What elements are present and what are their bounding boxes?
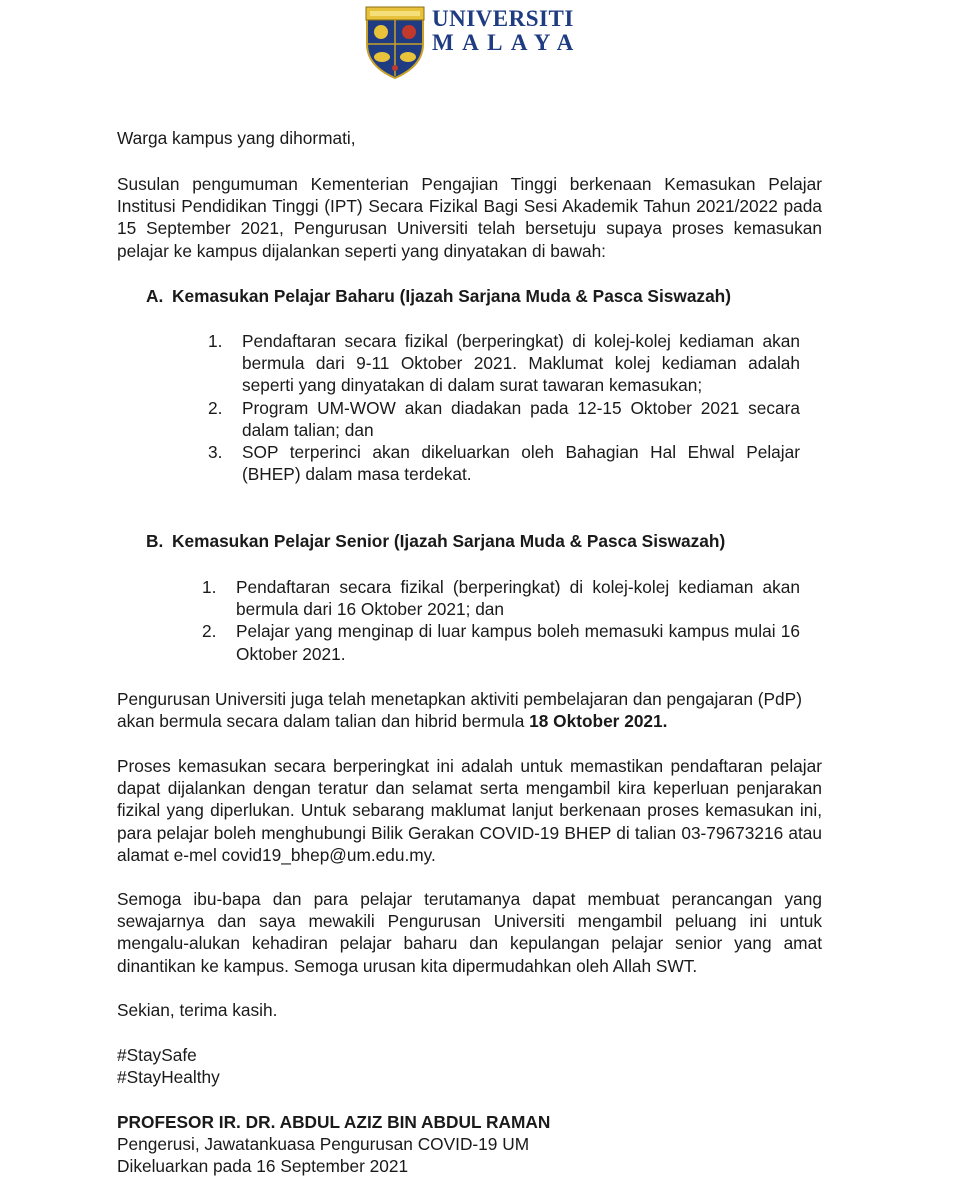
hashtag-staysafe: #StaySafe [117, 1045, 197, 1065]
list-item: 3. SOP terperinci akan dikeluarkan oleh Bahagian Hal Ehwal Pelajar (BHEP) dalam masa terdekat. [208, 442, 800, 485]
hashtag-stayhealthy: #StayHealthy [117, 1067, 220, 1087]
section-b-title: Kemasukan Pelajar Senior (Ijazah Sarjana Muda & Pasca Siswazah) [172, 531, 726, 551]
section-a-list [208, 330, 800, 485]
brand-line-universiti: UNIVERSITI [432, 6, 574, 31]
letterhead [364, 4, 604, 80]
salutation: Warga kampus yang dihormati, [117, 128, 356, 148]
issue-date: Dikeluarkan pada 16 September 2021 [117, 1156, 409, 1176]
signatory-role: Pengerusi, Jawatankuasa Pengurusan COVID-19 UM [117, 1134, 530, 1154]
signatory-name: PROFESOR IR. DR. ABDUL AZIZ BIN ABDUL RAMAN [117, 1112, 551, 1132]
process-paragraph: Proses kemasukan secara berperingkat ini adalah untuk memastikan pendaftaran pelajar dapat dijalankan dengan teratur dan selamat serta mengambil kira keperluan penjarakan fizikal yang diperlukan. Untuk sebarang maklumat lanjut berkenaan proses kemasukan ini, para pelajar boleh menghubungi Bilik Gerakan COVID-19 BHEP di talian 03-79673216 atau alamat e-mel covid19_bhep@um.edu.my. [117, 756, 822, 865]
closing-line: Sekian, terima kasih. [117, 1000, 278, 1020]
section-a-heading [146, 286, 731, 307]
pdp-text: Pengurusan Universiti juga telah menetapkan aktiviti pembelajaran dan pengajaran (PdP) akan bermula secara dalam talian dan hibrid bermula [117, 689, 802, 732]
list-item: 1. Pendaftaran secara fizikal (berperingkat) di kolej-kolej kediaman akan bermula dari 9-11 Oktober 2021. Maklumat kolej kediaman adalah seperti yang dinyatakan di dalam surat tawaran kemasukan; [208, 331, 800, 396]
brand-line-malaya: MALAYA [432, 30, 582, 55]
section-a-title: Kemasukan Pelajar Baharu (Ijazah Sarjana Muda & Pasca Siswazah) [172, 286, 731, 306]
section-b-heading [146, 531, 725, 552]
pdp-paragraph [117, 688, 823, 732]
pdp-start-date: 18 Oktober 2021. [529, 711, 668, 732]
list-item: 1. Pendaftaran secara fizikal (berperingkat) di kolej-kolej kediaman akan bermula dari 16 Oktober 2021; dan [202, 577, 800, 620]
section-a-letter: A. [146, 286, 164, 306]
closing-wishes-paragraph: Semoga ibu-bapa dan para pelajar terutamanya dapat membuat perancangan yang sewajarnya dan saya mewakili Pengurusan Universiti mengambil peluang ini untuk mengalu-alukan kehadiran pelajar baharu dan kepulangan pelajar senior yang amat dinantikan ke kampus. Semoga urusan kita dipermudahkan oleh Allah SWT. [117, 889, 822, 976]
list-item: 2. Program UM-WOW akan diadakan pada 12-15 Oktober 2021 secara dalam talian; dan [208, 397, 800, 440]
list-item: 2. Pelajar yang menginap di luar kampus boleh memasuki kampus mulai 16 Oktober 2021. [202, 621, 800, 664]
section-b-list [202, 576, 800, 665]
university-crest-logo [364, 4, 426, 80]
intro-paragraph: Susulan pengumuman Kementerian Pengajian Tinggi berkenaan Kemasukan Pelajar Institusi Pendidikan Tinggi (IPT) Secara Fizikal Bagi Sesi Akademik Tahun 2021/2022 pada 15 September 2021, Pengurusan Universiti telah bersetuju supaya proses kemasukan pelajar ke kampus dijalankan seperti yang dinyatakan di bawah: [117, 174, 822, 261]
section-b-letter: B. [146, 531, 164, 551]
